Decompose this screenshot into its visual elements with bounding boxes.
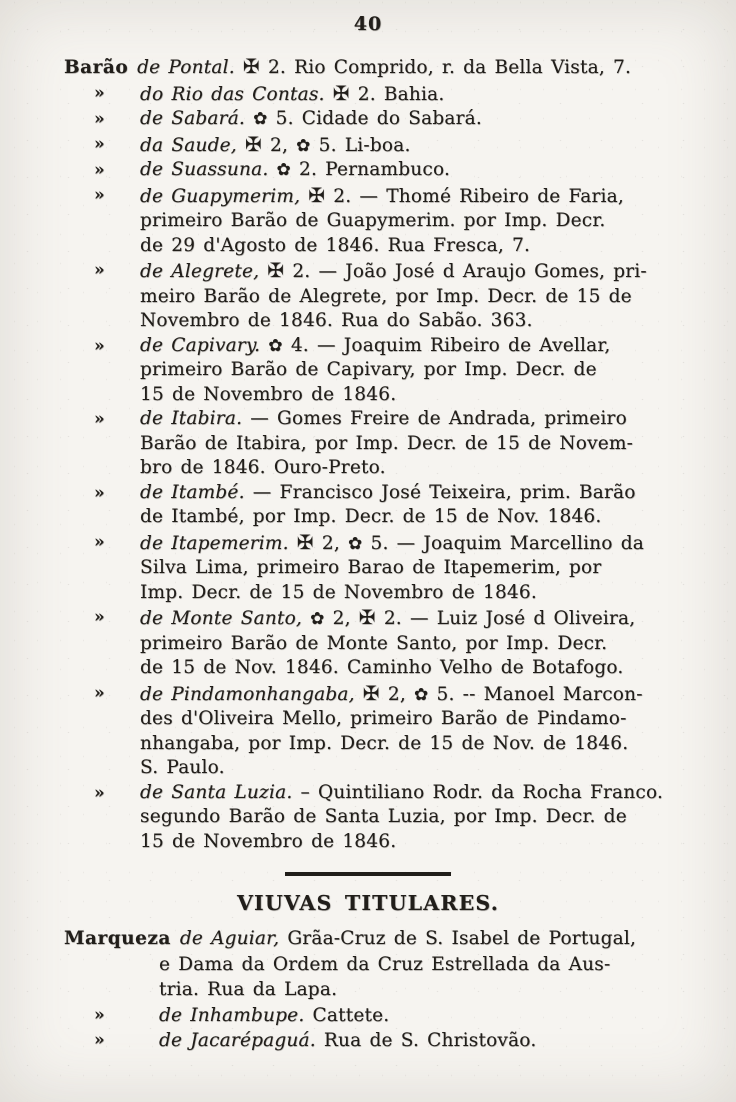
continuation-line [64, 830, 736, 855]
noble-title: de Suassuna. [140, 159, 277, 180]
ditto-mark: » [94, 482, 105, 503]
continuation-line [64, 977, 736, 1003]
entry-text: 2. — Luiz José d Oliveira, [375, 608, 636, 629]
entry-line [64, 926, 736, 952]
continuation-line [64, 732, 736, 757]
noble-title: de Itambé. [140, 481, 245, 503]
entry-line [64, 530, 736, 557]
ditto-mark: » [94, 260, 105, 280]
entry-text: 2. Bahia. [349, 83, 445, 105]
continuation-line [64, 707, 736, 732]
continuation-line [64, 952, 736, 978]
entry-text: e Dama da Ordem da Cruz Estrellada da Aus- [159, 953, 611, 975]
entry-text: 2. Rio Comprido, r. da Bella Vista, 7. [259, 57, 632, 78]
ditto-mark: » [94, 1030, 105, 1050]
rosette-insignia-icon: ✿ [253, 109, 268, 129]
entry-text: 2. — João José d Araujo Gomes, pri- [284, 261, 647, 282]
noble-title: de Santa Luzia. [140, 781, 293, 803]
widows-section-heading: VIUVAS TITULARES. [236, 891, 500, 915]
entry-text: — Francisco José Teixeira, prim. Barão [244, 481, 636, 503]
entry-line [64, 107, 736, 132]
entry-text: 2, [261, 134, 297, 156]
entry-text: 15 de Novembro de 1846. [140, 383, 397, 405]
entry-line [64, 605, 736, 632]
entry-text: Grãa-Cruz de S. Isabel de Portugal, [279, 928, 637, 949]
noble-rank-label: Marqueza [64, 928, 180, 949]
ditto-mark: » [94, 409, 105, 429]
entry-line [64, 407, 736, 432]
noble-title: da Saude, [140, 134, 245, 156]
continuation-line [64, 383, 736, 408]
entry-text: 5. — Joaquim Marcellino da [362, 532, 644, 554]
entry-text: nhangaba, por Imp. Decr. de 15 de Nov. de 1846. [140, 732, 629, 754]
continuation-line [64, 805, 736, 830]
entry-text: 2. Pernambuco. [290, 159, 451, 180]
entry-text: meiro Barão de Alegrete, por Imp. Decr. de 15 de [140, 285, 632, 307]
cross-insignia-icon: ✠ [244, 131, 262, 156]
page-number: 40 [353, 13, 383, 35]
ditto-mark: » [94, 782, 105, 803]
ditto-mark: » [94, 607, 105, 627]
entry-text: primeiro Barão de Monte Santo, por Imp. Decr. [140, 632, 608, 654]
entry-line [64, 258, 736, 285]
continuation-line [64, 756, 736, 781]
ditto-mark: » [94, 1004, 105, 1025]
ditto-mark: » [94, 133, 105, 154]
rosette-insignia-icon: ✿ [296, 135, 311, 156]
cross-insignia-icon: ✠ [267, 258, 285, 282]
noble-title: de Pindamonhangaba, [140, 683, 363, 705]
cross-insignia-icon: ✠ [242, 54, 260, 78]
noble-rank-label: Barão [64, 57, 138, 78]
entry-text: Barão de Itabira, por Imp. Decr. de 15 de Novem- [140, 432, 634, 454]
entry-line [64, 481, 736, 506]
entry-text: Cattete. [304, 1004, 390, 1026]
section-divider [285, 872, 451, 876]
rosette-insignia-icon: ✿ [276, 160, 291, 180]
ditto-mark: » [94, 335, 105, 356]
entry-text: 4. — Joaquim Ribeiro de Avellar, [282, 334, 611, 356]
rosette-insignia-icon: ✿ [268, 335, 283, 356]
ditto-mark: » [94, 682, 105, 703]
noble-title: do Rio das Contas. [140, 83, 333, 105]
noble-title: de Monte Santo, [140, 608, 311, 629]
entry-line [64, 81, 736, 108]
rosette-insignia-icon: ✿ [347, 533, 363, 554]
noble-title: de Pontal. [137, 57, 243, 78]
noble-title: de Jacarépaguá. [159, 1030, 316, 1051]
continuation-line [64, 285, 736, 310]
entry-line [64, 132, 736, 159]
cross-insignia-icon: ✠ [358, 605, 376, 629]
continuation-line [64, 656, 736, 681]
entry-text: Rua de S. Christovão. [315, 1030, 537, 1051]
rosette-insignia-icon: ✿ [310, 609, 325, 629]
entry-text: de 29 d'Agosto de 1846. Rua Fresca, 7. [140, 234, 531, 256]
entry-text: S. Paulo. [140, 757, 225, 778]
continuation-line [64, 505, 736, 530]
entry-text: Imp. Decr. de 15 de Novembro de 1846. [140, 581, 537, 603]
continuation-line [64, 309, 736, 334]
entry-text: des d'Oliveira Mello, primeiro Barão de Pindamo- [140, 708, 627, 729]
entry-line [64, 1003, 736, 1029]
ditto-mark: » [94, 82, 105, 103]
entry-line [64, 158, 736, 183]
entry-text: segundo Barão de Santa Luzia, por Imp. Decr. de [140, 806, 627, 827]
ditto-mark: » [94, 160, 105, 180]
continuation-line [64, 632, 736, 657]
noble-title: de Itabira. [140, 408, 243, 429]
cross-insignia-icon: ✠ [308, 182, 326, 207]
continuation-line [64, 456, 736, 481]
continuation-line [64, 432, 736, 457]
entry-text: bro de 1846. Ouro-Preto. [140, 457, 386, 478]
entry-text: Silva Lima, primeiro Barao de Itapemerim, por [140, 557, 602, 578]
entry-text: – Quintiliano Rodr. da Rocha Franco. [292, 781, 664, 803]
entry-line [64, 54, 736, 81]
cross-insignia-icon: ✠ [362, 680, 380, 705]
cross-insignia-icon: ✠ [332, 80, 350, 105]
entry-text: Novembro de 1846. Rua do Sabão. 363. [140, 310, 533, 331]
entry-text: tria. Rua da Lapa. [159, 979, 338, 1000]
noble-title: de Sabará. [140, 108, 254, 129]
entry-text: 2, [379, 683, 414, 705]
cross-insignia-icon: ✠ [296, 529, 314, 554]
entry-text: 2. — Thomé Ribeiro de Faria, [325, 185, 624, 207]
noble-title: de Guapymerim, [140, 185, 309, 207]
entry-text: 15 de Novembro de 1846. [140, 830, 397, 852]
entry-line [64, 183, 736, 210]
continuation-line [64, 556, 736, 581]
continuation-line [64, 581, 736, 606]
entry-text: primeiro Barão de Guapymerim. por Imp. Decr. [140, 210, 606, 231]
rosette-insignia-icon: ✿ [413, 684, 429, 705]
entry-text: primeiro Barão de Capivary, por Imp. Decr. de [140, 359, 597, 380]
ditto-mark: » [94, 531, 105, 552]
continuation-line [64, 209, 736, 234]
entry-line [64, 1028, 736, 1054]
entry-line [64, 781, 736, 806]
entry-text: 5. Li-boa. [310, 134, 411, 156]
continuation-line [64, 358, 736, 383]
entry-text: 2, [313, 532, 348, 554]
entry-text: de Itambé, por Imp. Decr. de 15 de Nov. 1846. [140, 506, 602, 527]
ditto-mark: » [94, 184, 105, 205]
entry-text: 2, [324, 608, 359, 629]
entry-line [64, 334, 736, 359]
noble-title: de Itapemerim. [140, 532, 297, 554]
continuation-line [64, 234, 736, 259]
noble-title: de Aguiar, [179, 928, 280, 949]
widows-list-section [0, 926, 736, 1054]
entry-text: 5. Cidade do Sabará. [267, 108, 482, 129]
entry-text: — Gomes Freire de Andrada, primeiro [242, 408, 627, 429]
entry-text: 5. -- Manoel Marcon- [428, 683, 643, 705]
noble-title: de Alegrete, [140, 261, 268, 282]
entry-line [64, 681, 736, 708]
noble-title: de Capivary. [140, 334, 269, 356]
ditto-mark: » [94, 109, 105, 129]
entry-text: de 15 de Nov. 1846. Caminho Velho de Botafogo. [140, 657, 624, 678]
barons-list-section [0, 54, 736, 854]
noble-title: de Inhambupe. [159, 1004, 305, 1026]
